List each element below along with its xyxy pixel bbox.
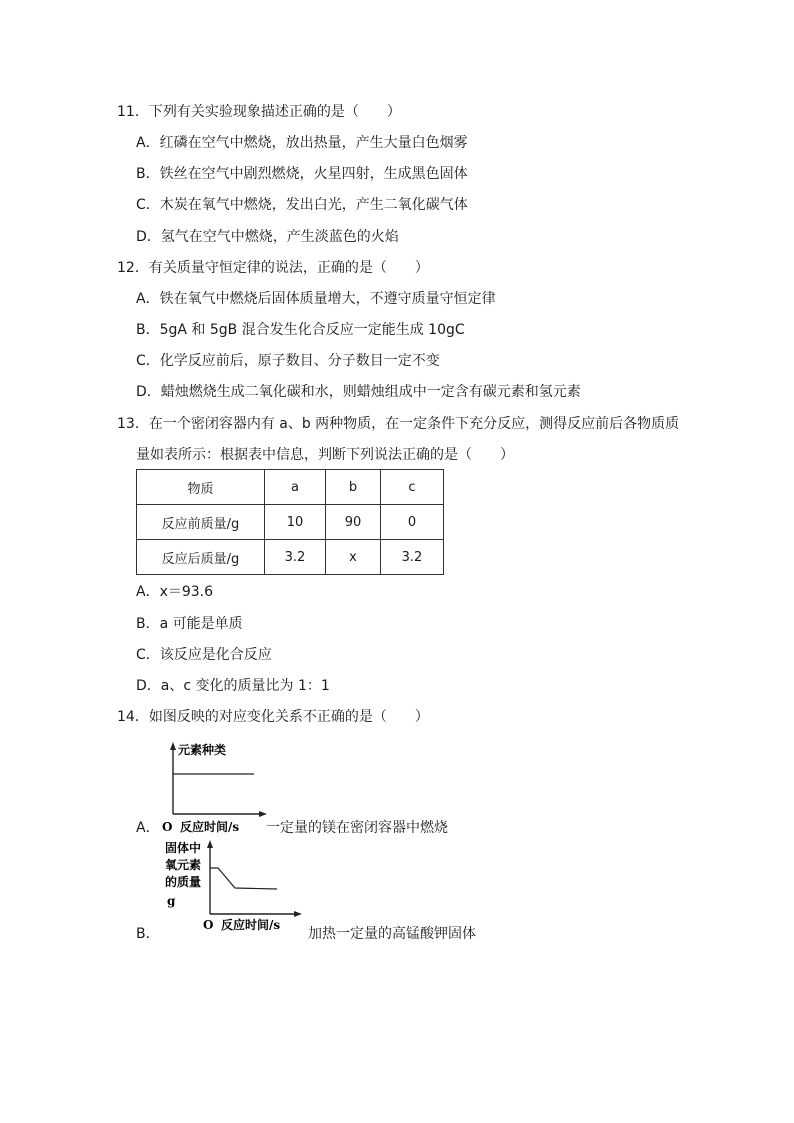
graph-b-curve — [210, 868, 277, 889]
table-row — [137, 505, 444, 540]
graph-b-y-label-line-1: 固体中 — [165, 841, 202, 855]
graph-b-y-label-line-2: 氧元素 — [165, 858, 202, 872]
table-header-cell: a — [265, 470, 326, 505]
question-13-option-a: A．x＝93.6 — [136, 584, 214, 600]
graph-b-origin: O — [203, 918, 214, 932]
graph-a-x-arrow — [259, 811, 267, 817]
table-cell: 反应前质量/g — [137, 505, 265, 540]
question-13-option-b: B．a 可能是单质 — [136, 616, 243, 632]
table-cell: 3.2 — [381, 540, 444, 575]
question-13-option-d: D．a、c 变化的质量比为 1：1 — [136, 678, 330, 694]
question-13-stem-line-2: 量如表所示：根据表中信息，判断下列说法正确的是（ ） — [136, 447, 514, 463]
question-13-stem-line-1: 13．在一个密闭容器内有 a、b 两种物质，在一定条件下充分反应，测得反应前后各物质质 — [117, 416, 680, 432]
graph-a-origin: O — [162, 820, 173, 834]
question-13-option-c: C．该反应是化合反应 — [136, 647, 272, 663]
question-13-table — [136, 469, 444, 575]
question-11-option-c: C．木炭在氧气中燃烧，发出白光，产生二氧化碳气体 — [136, 197, 468, 213]
question-12-option-b: B．5gA 和 5gB 混合发生化合反应一定能生成 10gC — [136, 322, 465, 338]
question-12-option-c: C．化学反应前后，原子数目、分子数目一定不变 — [136, 353, 440, 369]
question-11-stem: 11．下列有关实验现象描述正确的是（ ） — [117, 104, 401, 120]
question-11-option-d: D．氢气在空气中燃烧，产生淡蓝色的火焰 — [136, 229, 399, 245]
table-cell: 90 — [326, 505, 381, 540]
table-cell: x — [326, 540, 381, 575]
table-row — [137, 540, 444, 575]
graph-b-y-label-line-3: 的质量 — [165, 875, 202, 889]
graph-a — [158, 738, 268, 836]
table-cell: 0 — [381, 505, 444, 540]
graph-b — [163, 838, 308, 934]
question-12-option-d: D．蜡烛燃烧生成二氧化碳和水，则蜡烛组成中一定含有碳元素和氢元素 — [136, 384, 581, 400]
graph-b-y-arrow — [207, 840, 213, 848]
table-cell: 反应后质量/g — [137, 540, 265, 575]
question-14-option-b-text: 加热一定量的高锰酸钾固体 — [308, 926, 476, 942]
table-header-row — [137, 470, 444, 505]
table-cell: 3.2 — [265, 540, 326, 575]
graph-a-x-label: 反应时间/s — [180, 820, 240, 834]
question-11-option-b: B．铁丝在空气中剧烈燃烧，火星四射，生成黑色固体 — [136, 166, 468, 182]
graph-b-x-arrow — [294, 911, 302, 917]
graph-a-y-arrow — [170, 742, 176, 750]
table-header-cell: c — [381, 470, 444, 505]
graph-a-y-label: 元素种类 — [178, 743, 227, 757]
graph-b-y-label-line-4: g — [167, 894, 176, 908]
question-14-option-a-letter: A． — [136, 820, 160, 836]
question-14-option-b-letter: B． — [136, 926, 160, 942]
table-header-cell: 物质 — [137, 470, 265, 505]
table-cell: 10 — [265, 505, 326, 540]
question-12-option-a: A．铁在氧气中燃烧后固体质量增大，不遵守质量守恒定律 — [136, 291, 496, 307]
question-14-option-a-text: 一定量的镁在密闭容器中燃烧 — [266, 820, 448, 836]
table-header-cell: b — [326, 470, 381, 505]
question-14-stem: 14．如图反映的对应变化关系不正确的是（ ） — [117, 709, 429, 725]
graph-b-x-label: 反应时间/s — [221, 918, 281, 932]
question-12-stem: 12．有关质量守恒定律的说法，正确的是（ ） — [117, 260, 429, 276]
question-11-option-a: A．红磷在空气中燃烧，放出热量，产生大量白色烟雾 — [136, 135, 468, 151]
